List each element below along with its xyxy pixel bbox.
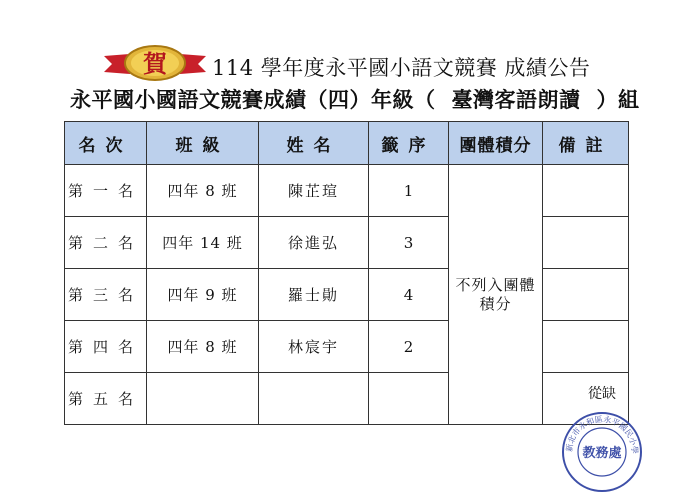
header-order: 籤序	[369, 122, 449, 165]
order-cell: 1	[369, 165, 449, 217]
results-table	[64, 121, 629, 425]
header-rank: 名次	[65, 122, 147, 165]
badge-character: 賀	[143, 49, 167, 78]
order-cell: 3	[369, 217, 449, 269]
order-cell: 2	[369, 321, 449, 373]
announcement-title: 114 學年度永平國小語文競賽 成績公告	[212, 56, 591, 80]
table-row	[65, 321, 629, 373]
name-cell: 陳芷瑄	[259, 165, 369, 217]
team-score-cell: 不列入團體積分	[449, 165, 543, 425]
class-cell: 四年 9 班	[147, 269, 259, 321]
rank-cell: 第三名	[65, 269, 147, 321]
note-cell	[543, 269, 629, 321]
name-cell: 羅士勛	[259, 269, 369, 321]
svg-text:新北市永和區永平國民小學: 新北市永和區永平國民小學	[564, 414, 640, 455]
note-absent-text: 從缺	[588, 386, 616, 402]
class-cell: 四年 8 班	[147, 321, 259, 373]
table-header-row	[65, 122, 629, 165]
rank-cell: 第二名	[65, 217, 147, 269]
note-cell	[543, 165, 629, 217]
order-cell: 4	[369, 269, 449, 321]
announcement-header	[0, 42, 700, 82]
subtitle-category: 臺灣客語朗讀	[451, 87, 581, 112]
office-seal-stamp	[560, 410, 644, 494]
note-cell	[543, 217, 629, 269]
order-cell	[369, 373, 449, 425]
header-team-score: 團體積分	[449, 122, 543, 165]
rank-cell: 第一名	[65, 165, 147, 217]
table-row	[65, 165, 629, 217]
name-cell	[259, 373, 369, 425]
header-class: 班級	[147, 122, 259, 165]
results-subtitle	[70, 84, 640, 114]
subtitle-prefix: 永平國小國語文競賽成績（四）年級（	[70, 87, 436, 112]
name-cell: 徐進弘	[259, 217, 369, 269]
class-cell: 四年 8 班	[147, 165, 259, 217]
subtitle-suffix: ）組	[596, 87, 640, 112]
class-cell: 四年 14 班	[147, 217, 259, 269]
header-note: 備註	[543, 122, 629, 165]
svg-text:教務處: 教務處	[582, 446, 622, 461]
congratulations-badge	[100, 42, 210, 82]
rank-cell: 第四名	[65, 321, 147, 373]
header-name: 姓名	[259, 122, 369, 165]
note-cell	[543, 321, 629, 373]
rank-cell: 第五名	[65, 373, 147, 425]
table-row	[65, 217, 629, 269]
class-cell	[147, 373, 259, 425]
name-cell: 林宸宇	[259, 321, 369, 373]
table-row	[65, 269, 629, 321]
table-row	[65, 373, 629, 425]
